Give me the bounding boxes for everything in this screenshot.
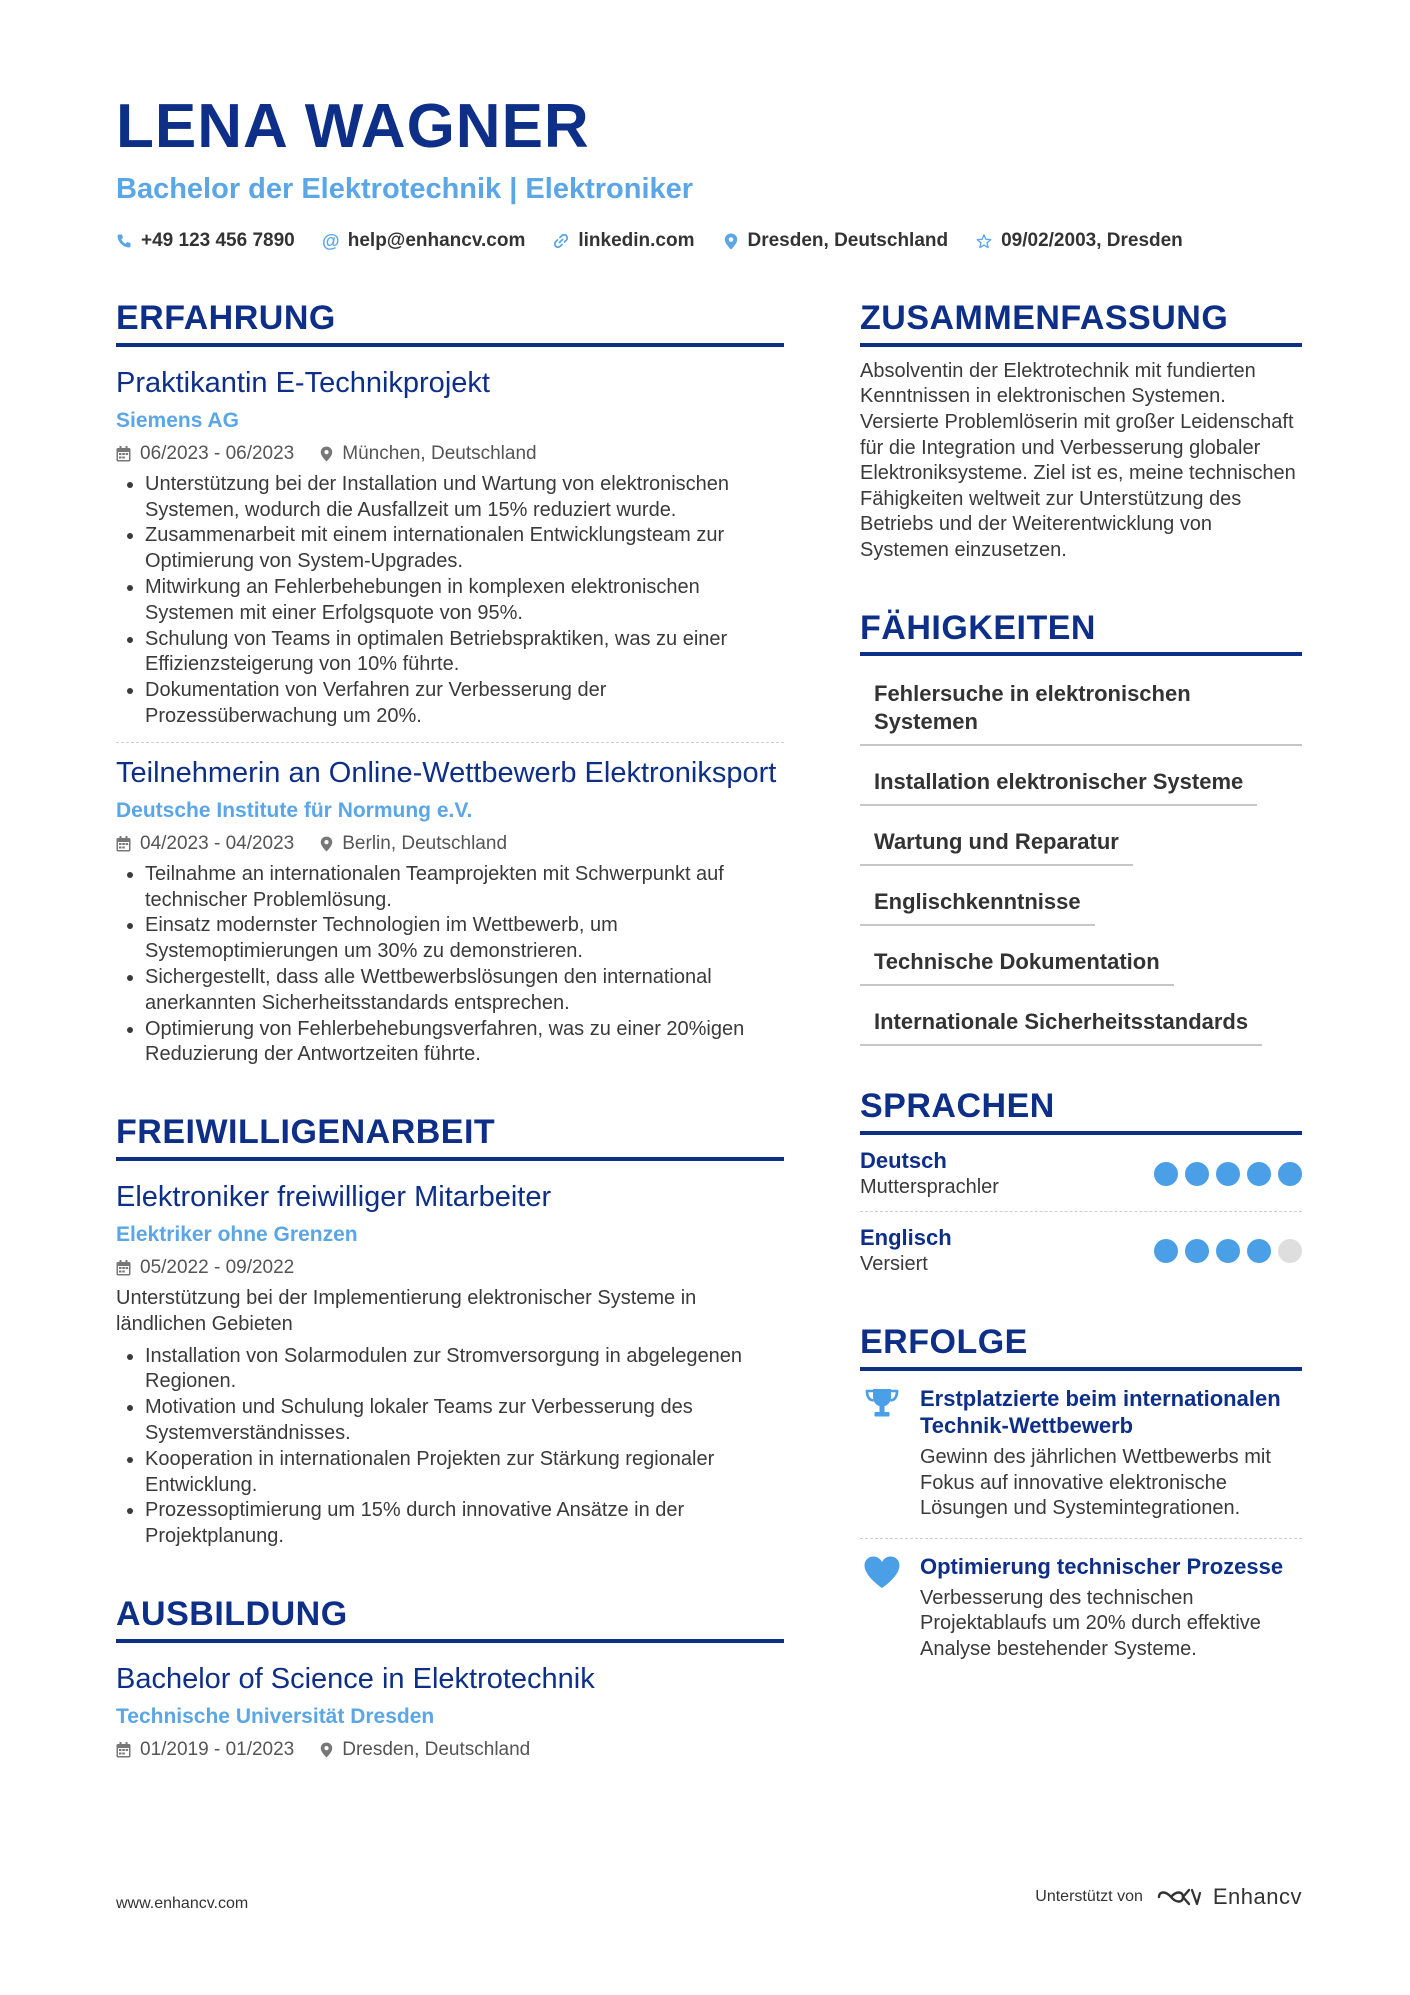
entry-dates-text: 06/2023 - 06/2023: [140, 442, 295, 464]
entry-dates: [116, 832, 294, 856]
section-title-experience: ERFAHRUNG: [116, 298, 784, 347]
entry-location: [320, 1738, 530, 1762]
list-item: • Mitwirkung an Fehlerbehebungen in komplexen elektronischen Systemen mit einer Erfolgsquote von 95%.: [145, 575, 784, 627]
section-title-skills: FÄHIGKEITEN: [860, 608, 1302, 657]
language-level: Muttersprachler: [860, 1176, 999, 1199]
organization-name: Elektriker ohne Grenzen: [116, 1222, 358, 1246]
list-item: • Schulung von Teams in optimalen Betriebspraktiken, was zu einer Effizienzsteigerung von 10% führte.: [145, 627, 784, 679]
star-icon: [976, 233, 992, 249]
location-pin-icon: [723, 233, 739, 249]
language-level: Versiert: [860, 1253, 928, 1276]
powered-by-label: Unterstützt von: [1035, 1888, 1143, 1905]
contact-phone[interactable]: [116, 230, 295, 252]
volunteer-entry: [116, 1161, 784, 1550]
heart-icon: [863, 1555, 901, 1589]
trophy-icon: [864, 1387, 900, 1419]
achievement-description: Verbesserung des technischen Projektablaufs um 20% durch effektive Analyse bestehender Systeme.: [920, 1586, 1261, 1660]
entry-dates-text: 05/2022 - 09/2022: [140, 1256, 295, 1278]
brand-name: Enhancv: [1212, 1884, 1302, 1909]
company-name: Deutsche Institute für Normung e.V.: [116, 798, 473, 822]
location-pin-icon: [320, 1742, 333, 1758]
rating-dot-filled: [1154, 1162, 1178, 1186]
list-item: • Prozessoptimierung um 15% durch innovative Ansätze in der Projektplanung.: [145, 1498, 784, 1550]
skill-tag: Technische Dokumentation: [860, 938, 1174, 986]
list-item: • Einsatz modernster Technologien im Wettbewerb, um Systemoptimierungen um 30% zu demonstrieren.: [145, 913, 784, 965]
calendar-icon: [116, 446, 131, 462]
list-item: • Zusammenarbeit mit einem internationalen Entwicklungsteam zur Optimierung von System-Upgrades.: [145, 523, 784, 575]
entry-dates: [116, 1256, 294, 1280]
list-item: • Dokumentation von Verfahren zur Verbesserung der Prozessüberwachung um 20%.: [145, 678, 784, 730]
location-pin-icon: [320, 446, 333, 462]
rating-dot-filled: [1154, 1239, 1178, 1263]
rating-dot-filled: [1216, 1239, 1240, 1263]
job-title: Teilnehmerin an Online-Wettbewerb Elektroniksport: [116, 756, 777, 789]
contact-location-text: Dresden, Deutschland: [747, 230, 949, 251]
list-item: • Installation von Solarmodulen zur Stromversorgung in abgelegenen Regionen.: [145, 1344, 784, 1396]
right-column: [860, 298, 1302, 1663]
language-name: Englisch: [860, 1225, 952, 1251]
candidate-name: LENA WAGNER: [116, 92, 590, 161]
entry-dates: [116, 1738, 294, 1762]
list-item: • Motivation und Schulung lokaler Teams zur Verbesserung des Systemverständnisses.: [145, 1395, 784, 1447]
entry-meta: [116, 1738, 784, 1762]
summary-text: Absolventin der Elektrotechnik mit fundierten Kenntnissen in elektronischen Systemen. Versierte Problemlöserin mit großer Leidenschaft für die Integration und Verbesserung globaler Elektroniksysteme. Ziel ist es, meine technischen Fähigkeiten weltweit zur Unterstützung des Betriebs und der Weiterentwicklung von Systemen einzusetzen.: [860, 359, 1296, 561]
list-item: • Unterstützung bei der Installation und Wartung von elektronischen Systemen, wodurch die Ausfallzeit um 15% reduziert wurde.: [145, 472, 784, 524]
skill-tag: Internationale Sicherheitsstandards: [860, 998, 1262, 1046]
skill-tag: Wartung und Reparatur: [860, 818, 1133, 866]
languages-list: [860, 1135, 1302, 1288]
achievement-title: Erstplatzierte beim internationalen Technik-Wettbewerb: [920, 1385, 1281, 1438]
section-title-languages: SPRACHEN: [860, 1086, 1302, 1135]
achievement-title: Optimierung technischer Prozesse: [920, 1553, 1284, 1579]
entry-dates-text: 04/2023 - 04/2023: [140, 832, 295, 854]
contact-email-text: help@enhancv.com: [347, 230, 526, 251]
language-rating: [1154, 1239, 1302, 1263]
list-item: • Sichergestellt, dass alle Wettbewerbslösungen den international anerkannten Sicherheitsstandards entsprechen.: [145, 965, 784, 1017]
contact-linkedin[interactable]: [553, 230, 694, 252]
experience-entry: [116, 347, 784, 743]
section-title-summary: ZUSAMMENFASSUNG: [860, 298, 1302, 347]
candidate-title: Bachelor der Elektrotechnik | Elektroniker: [116, 173, 694, 205]
contact-phone-text: +49 123 456 7890: [141, 230, 295, 251]
language-item: [860, 1211, 1302, 1288]
achievement-list: [116, 472, 784, 730]
school-name: Technische Universität Dresden: [116, 1704, 435, 1728]
degree-title: Bachelor of Science in Elektrotechnik: [116, 1662, 595, 1695]
language-rating: [1154, 1162, 1302, 1186]
at-icon: @: [321, 230, 340, 251]
rating-dot-empty: [1278, 1239, 1302, 1263]
achievement-list: [116, 862, 784, 1068]
footer-website[interactable]: www.enhancv.com: [116, 1895, 249, 1912]
calendar-icon: [116, 1742, 131, 1758]
calendar-icon: [116, 1260, 131, 1276]
achievement-list: [116, 1344, 784, 1550]
phone-icon: [116, 233, 132, 249]
skill-tag: Installation elektronischer Systeme: [860, 758, 1257, 806]
section-title-education: AUSBILDUNG: [116, 1594, 784, 1643]
contact-birth-text: 09/02/2003, Dresden: [1001, 230, 1183, 251]
enhancv-logo-icon: [1155, 1885, 1201, 1909]
contact-bar: [116, 230, 1183, 252]
skills-list: [860, 670, 1302, 1046]
volunteer-description: Unterstützung bei der Implementierung elektronischer Systeme in ländlichen Gebieten: [116, 1286, 697, 1335]
link-icon: [553, 233, 569, 249]
list-item: • Optimierung von Fehlerbehebungsverfahren, was zu einer 20%igen Reduzierung der Antwortzeiten führte.: [145, 1017, 784, 1069]
job-title: Praktikantin E-Technikprojekt: [116, 366, 490, 399]
list-item: • Kooperation in internationalen Projekten zur Stärkung regionaler Entwicklung.: [145, 1447, 784, 1499]
entry-dates: [116, 442, 294, 466]
entry-location: [320, 832, 507, 856]
contact-birth: [976, 230, 1183, 252]
skill-tag: Fehlersuche in elektronischen Systemen: [860, 670, 1302, 746]
rating-dot-filled: [1185, 1239, 1209, 1263]
entry-meta: [116, 832, 784, 856]
company-name: Siemens AG: [116, 408, 239, 432]
rating-dot-filled: [1247, 1162, 1271, 1186]
achievement-description: Gewinn des jährlichen Wettbewerbs mit Fokus auf innovative elektronische Lösungen und Systemintegrationen.: [920, 1445, 1271, 1520]
entry-meta: [116, 1256, 784, 1280]
location-pin-icon: [320, 836, 333, 852]
entry-location-text: München, Deutschland: [342, 442, 537, 464]
rating-dot-filled: [1216, 1162, 1240, 1186]
rating-dot-filled: [1247, 1239, 1271, 1263]
contact-linkedin-text: linkedin.com: [578, 230, 695, 251]
skill-tag: Englischkenntnisse: [860, 878, 1095, 926]
achievement-item: [860, 1371, 1302, 1522]
entry-location-text: Dresden, Deutschland: [342, 1738, 531, 1760]
education-entry: [116, 1643, 784, 1762]
rating-dot-filled: [1278, 1162, 1302, 1186]
section-title-achievements: ERFOLGE: [860, 1322, 1302, 1371]
entry-location: [320, 442, 536, 466]
achievements-list: [860, 1371, 1302, 1663]
footer-branding: [1035, 1884, 1302, 1910]
language-item: [860, 1135, 1302, 1211]
volunteer-title: Elektroniker freiwilliger Mitarbeiter: [116, 1180, 552, 1213]
achievement-item: [860, 1539, 1302, 1663]
contact-location: [723, 230, 949, 252]
entry-meta: [116, 442, 784, 466]
calendar-icon: [116, 836, 131, 852]
left-column: [116, 298, 784, 1762]
list-item: • Teilnahme an internationalen Teamprojekten mit Schwerpunkt auf technischer Problemlösung.: [145, 862, 784, 914]
contact-email[interactable]: [323, 230, 526, 252]
language-name: Deutsch: [860, 1148, 947, 1174]
entry-location-text: Berlin, Deutschland: [342, 832, 508, 854]
entry-dates-text: 01/2019 - 01/2023: [140, 1738, 295, 1760]
rating-dot-filled: [1185, 1162, 1209, 1186]
section-title-volunteer: FREIWILLIGENARBEIT: [116, 1112, 784, 1161]
experience-entry: [116, 743, 784, 1068]
